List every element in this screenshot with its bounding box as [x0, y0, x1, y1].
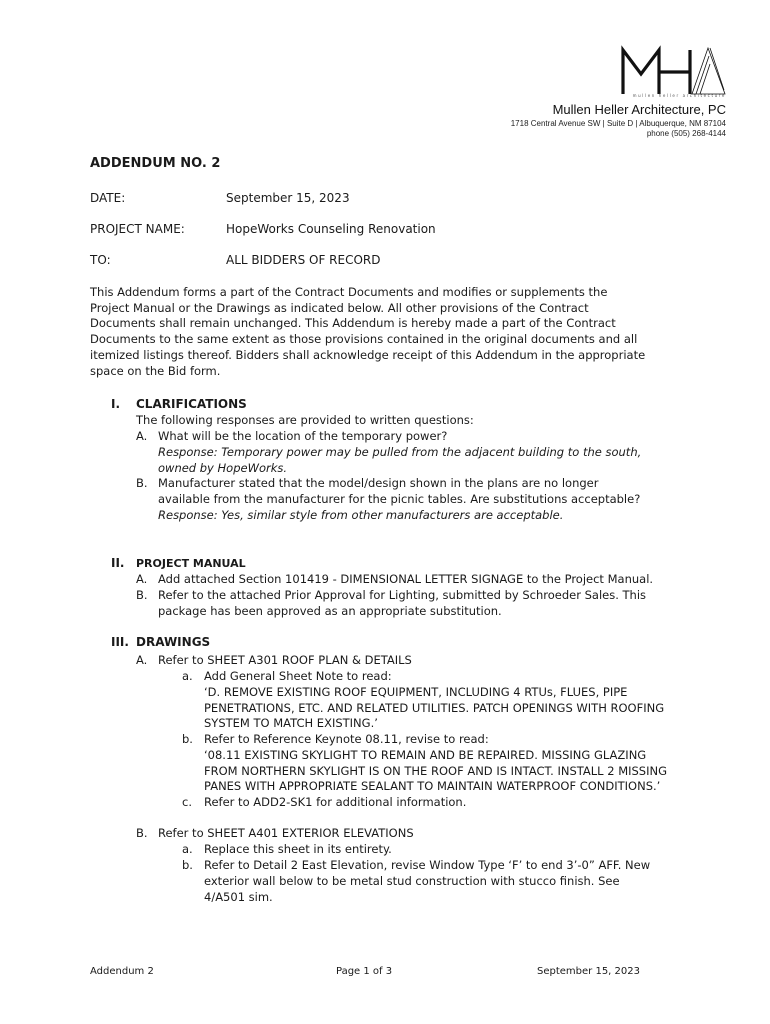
sub-item-text: PENETRATIONS, ETC. AND RELATED UTILITIES. PATCH OPENINGS WITH ROOFING	[204, 701, 665, 715]
sub-item-text: 4/A501 sim.	[204, 890, 273, 904]
logo-tagline: mullen heller architecture	[632, 93, 726, 98]
sub-marker: b.	[182, 858, 193, 872]
firm-name: Mullen Heller Architecture, PC	[552, 102, 726, 117]
sub-marker: c.	[182, 795, 192, 809]
sub-marker: a.	[182, 842, 193, 856]
response-text: Response: Yes, similar style from other manufacturers are acceptable.	[158, 508, 564, 522]
to-value: ALL BIDDERS OF RECORD	[226, 253, 381, 267]
intro-line: Project Manual or the Drawings as indicated below. All other provisions of the Contract	[90, 300, 589, 315]
intro-line: Documents shall remain unchanged. This Addendum is hereby made a part of the Contract	[90, 316, 616, 331]
question-text: available from the manufacturer for the picnic tables. Are substitutions acceptable?	[158, 492, 641, 506]
sub-marker: b.	[182, 732, 193, 746]
sub-marker: a.	[182, 669, 193, 683]
sub-item-text: ‘D. REMOVE EXISTING ROOF EQUIPMENT, INCLUDING 4 RTUs, FLUES, PIPE	[204, 685, 628, 699]
item-text: Add attached Section 101419 - DIMENSIONAL LETTER SIGNAGE to the Project Manual.	[158, 572, 654, 586]
item-text: package has been approved as an appropriate substitution.	[158, 604, 502, 618]
section-title-clarifications: CLARIFICATIONS	[136, 397, 247, 411]
intro-paragraph	[90, 285, 690, 379]
item-text: Refer to the attached Prior Approval for Lighting, submitted by Schroeder Sales. This	[158, 588, 647, 602]
to-label: TO:	[90, 253, 111, 267]
page-title: ADDENDUM NO. 2	[90, 156, 221, 171]
item-text: Refer to SHEET A401 EXTERIOR ELEVATIONS	[158, 826, 414, 840]
sub-item-text: Refer to Detail 2 East Elevation, revise Window Type ‘F’ to end 3’-0” AFF. New	[204, 858, 651, 872]
date-value: September 15, 2023	[226, 191, 350, 205]
list-marker: A.	[136, 572, 148, 586]
intro-line: itemized listings thereof. Bidders shall acknowledge receipt of this Addendum in the appropriate	[90, 347, 646, 362]
sub-item-text: Refer to Reference Keynote 08.11, revise to read:	[204, 732, 489, 746]
project-name-value: HopeWorks Counseling Renovation	[226, 222, 436, 236]
response-text: Response: Temporary power may be pulled from the adjacent building to the south,	[158, 445, 642, 459]
section-number: I.	[111, 397, 121, 411]
section-title-drawings: DRAWINGS	[136, 635, 211, 649]
intro-line: This Addendum forms a part of the Contract Documents and modifies or supplements the	[90, 285, 608, 299]
section-number: III.	[111, 635, 129, 649]
list-marker: B.	[136, 588, 148, 602]
sub-item-text: Add General Sheet Note to read:	[204, 669, 392, 683]
question-text: Manufacturer stated that the model/design shown in the plans are no longer	[158, 476, 599, 490]
date-label: DATE:	[90, 191, 126, 205]
section-number: II.	[111, 556, 125, 570]
phone-line: phone (505) 268-4144	[646, 129, 726, 138]
sub-item-text: SYSTEM TO MATCH EXISTING.’	[204, 716, 378, 730]
footer-date: September 15, 2023	[537, 966, 640, 977]
footer-page-number: Page 1 of 3	[336, 966, 393, 977]
project-name-label: PROJECT NAME:	[90, 222, 185, 236]
clarifications-lead: The following responses are provided to written questions:	[136, 413, 474, 427]
response-text: owned by HopeWorks.	[158, 461, 288, 475]
sub-item-text: Refer to ADD2-SK1 for additional information.	[204, 795, 467, 809]
firm-address	[511, 119, 726, 139]
sub-item-text: FROM NORTHERN SKYLIGHT IS ON THE ROOF AND IS INTACT. INSTALL 2 MISSING	[204, 764, 668, 778]
sub-item-text: ‘08.11 EXISTING SKYLIGHT TO REMAIN AND BE REPAIRED. MISSING GLAZING	[204, 748, 647, 762]
list-marker: B.	[136, 476, 148, 490]
intro-line: space on the Bid form.	[90, 363, 221, 378]
sub-item-text: exterior wall below to be metal stud construction with stucco finish. See	[204, 874, 620, 888]
sub-item-text: Replace this sheet in its entirety.	[204, 842, 392, 856]
intro-line: Documents to the same extent as those provisions contained in the original documents and all	[90, 332, 638, 347]
sub-item-text: PANES WITH APPROPRIATE SEALANT TO MAINTAIN WATERPROOF CONDITIONS.’	[204, 779, 661, 793]
address-line: 1718 Central Avenue SW | Suite D | Albuquerque, NM 87104	[510, 119, 726, 128]
list-marker: B.	[136, 826, 148, 840]
firm-logo-icon	[620, 44, 728, 98]
list-marker: A.	[136, 429, 148, 443]
section-title-project-manual: PROJECT MANUAL	[136, 557, 246, 570]
item-text: Refer to SHEET A301 ROOF PLAN & DETAILS	[158, 653, 412, 667]
list-marker: A.	[136, 653, 148, 667]
footer-left: Addendum 2	[90, 966, 154, 977]
question-text: What will be the location of the temporary power?	[158, 429, 448, 443]
